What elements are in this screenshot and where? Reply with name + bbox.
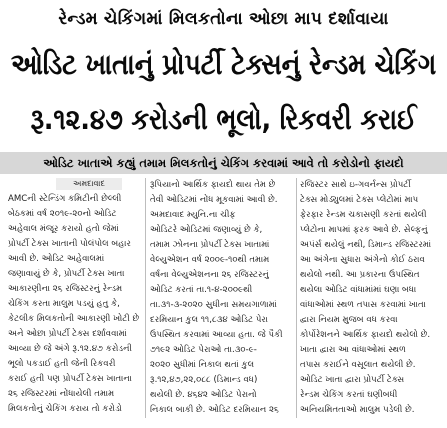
article-line: દ્વારા નિયમ મુજબ વધ કરવા bbox=[300, 315, 398, 325]
article-line: ઓડિટરે ઓડિટમાં જણાવ્યું છે કે, bbox=[150, 225, 263, 235]
article-line: ૨૦૨૦ સુધીમાં નિકાલ થતાં કુલ bbox=[150, 360, 255, 370]
article-line: ખાતા દ્વારા આ વાંધાઓમાં સ્થળ bbox=[300, 345, 406, 355]
headline-line-3: રૂ.૧૨.૪૭ કરોડની ભૂલો, રિકવરી કરાઈ bbox=[30, 102, 417, 137]
article-line: આવ્યા છે જે અંગે રૂ.૧૨.૪૭ કરોડની bbox=[8, 344, 132, 354]
article-line: રેન્ડમ ચેકિંગ કરતાં ઘણીબધી bbox=[300, 390, 398, 400]
article-line: આકારણીના ૨૬ રજિસ્ટરનું રેન્ડમ bbox=[8, 284, 123, 294]
article-line: બેઠકમાં વર્ષ ૨૦૧૯-૨૦નો ઓડિટ bbox=[8, 209, 117, 219]
article-line: તમામ ઝોનના પ્રોપર્ટી ટેક્સ ખાતામાં bbox=[150, 240, 270, 250]
article-column-2 bbox=[150, 178, 293, 420]
article-line: થયેલા ઓડિટ વાંધામાંમાં ઘણા બધા bbox=[300, 285, 417, 295]
article-line: તા.૩૧-૩-૨૦૨૦ સુધીના સમયગાળામાં bbox=[150, 300, 277, 310]
article-line: પ્લેટોના માપમાં ફરક આવે છે. સેલ્ફનું bbox=[300, 225, 428, 235]
article-line: રૂપિયાનો આર્થિક ફાયદો થાય તેમ છે bbox=[150, 180, 276, 190]
headline-line-1: રેન્ડમ ચેકિંગમાં મિલકતોના ઓછા માપ દર્શાવાયા bbox=[58, 9, 389, 29]
article-line: નિકાલ બાકી છે. ઓડિટ દરમિયાન ૨૬ bbox=[150, 405, 279, 415]
article-line: આવી છે. ઓડિટ અહેવાલમાં bbox=[8, 254, 105, 264]
article-line: અને ઓછા પ્રોપર્ટી ટેક્સ દર્શાવવામાં bbox=[8, 329, 127, 339]
article-line: પ્રોપર્ટી ટેક્સ ખાતાની પોલંપોલ બહાર bbox=[8, 239, 131, 249]
article-line: તેવી ઓડિટમાં નોંધ મૂકવામાં આવી છે. bbox=[150, 195, 278, 205]
article-line: ચેકિંગ કરતા માલુમ પડયું હતુ કે, bbox=[8, 299, 120, 309]
article-line: ફેરફાર રેન્ડમ ચકાસણી કરતાં થયેલી bbox=[300, 210, 427, 220]
article-line: મિલકતોનું ચેકિંગ કરાય તો કરોડો bbox=[8, 404, 122, 414]
article-line: અનિયમિતતાઓ માલુમ પડેલી છે. bbox=[300, 405, 415, 415]
strap-banner bbox=[0, 152, 447, 174]
column-divider bbox=[296, 178, 297, 418]
article-line: અપંર્સ થયેલું નથી, ડિમાન્ડ રજિસ્ટરમાં bbox=[300, 240, 432, 250]
headline-line-2: ઓડિટ ખાતાનું પ્રોપર્ટી ટેક્સનું રેન્ડમ ચેકિંગ bbox=[10, 47, 437, 82]
article-line: તપાસ કરાઈને વસૂલાત થયેલી છે. bbox=[300, 360, 416, 370]
article-line: ૭૧૯૨ ઓડિટ પેરાઓ તા.૩૦-૯- bbox=[150, 345, 257, 355]
article-line: કોર્પોરેશનને આર્થિક ફાયદો થયેલો છે. bbox=[300, 330, 431, 340]
article-line: અહેવાલ મંજૂર કરાયો હતો જેમાં bbox=[8, 224, 119, 234]
article-line: રજિસ્ટર સાથે ઇ-ગવર્નન્સ પ્રોપર્ટી bbox=[300, 180, 411, 190]
article-column-1 bbox=[8, 192, 142, 420]
article-column-3 bbox=[300, 178, 442, 420]
article-line: કેટલીક મિલકતોની આકારણી ખોટી છે bbox=[8, 314, 140, 324]
article-line: થયેલી છે. ૪૬૪૨ ઓડિટ પેરાનો bbox=[150, 390, 257, 400]
article-line: દરમિયાન કુલ ૧૧,૮૩૪ ઓડિટ પેરા bbox=[150, 315, 268, 325]
article-line: વેલ્યુએશન વર્ષ ૨૦૦૯-૧૦થી તમામ bbox=[150, 255, 270, 265]
article-line: ટેક્સ મોડ્યુલમાં ટેક્સ પ્લેટોમાં માપ bbox=[300, 195, 419, 205]
dateline-box bbox=[56, 178, 122, 190]
strap-text: ઓડિટ ખાતાએ કહ્યું તમામ મિલકતોનું ચેકિંગ કરવામાં આવે તો કરોડોનો ફાયદો bbox=[43, 156, 404, 170]
article-line: વાંધાઓમાં સ્થળ તપાસ કરવામાં ખાતા bbox=[300, 300, 426, 310]
article-line: AMCની સ્ટેન્ડિંગ કમિટીની છેલ્લી bbox=[8, 194, 122, 204]
article-line: વર્ષના વેલ્યુએશનના ૨૬ રજિસ્ટરનું bbox=[150, 270, 269, 280]
article-line: ૨૬ રજિસ્ટરમાં નોંધાયેલી તમામ bbox=[8, 389, 115, 399]
article-line: ઓડિટ કરતાં તા.૧-૪-૨૦૦૯થી bbox=[150, 285, 253, 295]
article-line: થયેલો નથી. આ પ્રકારના ઉપસ્થિત bbox=[300, 270, 420, 280]
dateline: અમદાવાદ bbox=[73, 179, 105, 188]
article-line: આ અંગેના સુધારા અંગેનો કોઈ ઠરાવ bbox=[300, 255, 425, 265]
column-divider bbox=[145, 178, 146, 418]
article-line: અમદાવાદ મ્યુનિ.ના ચીફ bbox=[150, 210, 236, 220]
article-line: જણાવાયું છે કે, પ્રોપર્ટી ટેક્સ ખાતા bbox=[8, 269, 125, 279]
article-line: ઓડિટ ખાતા દ્વારા પ્રોપર્ટી ટેક્સ bbox=[300, 375, 405, 385]
article-line: ભૂલો પકડાઈ હતી જેની રિકવરી bbox=[8, 359, 116, 369]
article-line: રૂ.૧૨,૪૭,૨૨,૦૮૮ (ડિમાન્ડ વધ) bbox=[150, 375, 258, 385]
article-line: કરાઈ હતી પણ પ્રોપર્ટી ટેક્સ ખાતાના bbox=[8, 374, 132, 384]
article-line: ઉપસ્થિત કરવામાં આવ્યા હતા. જે પૈકી bbox=[150, 330, 283, 340]
